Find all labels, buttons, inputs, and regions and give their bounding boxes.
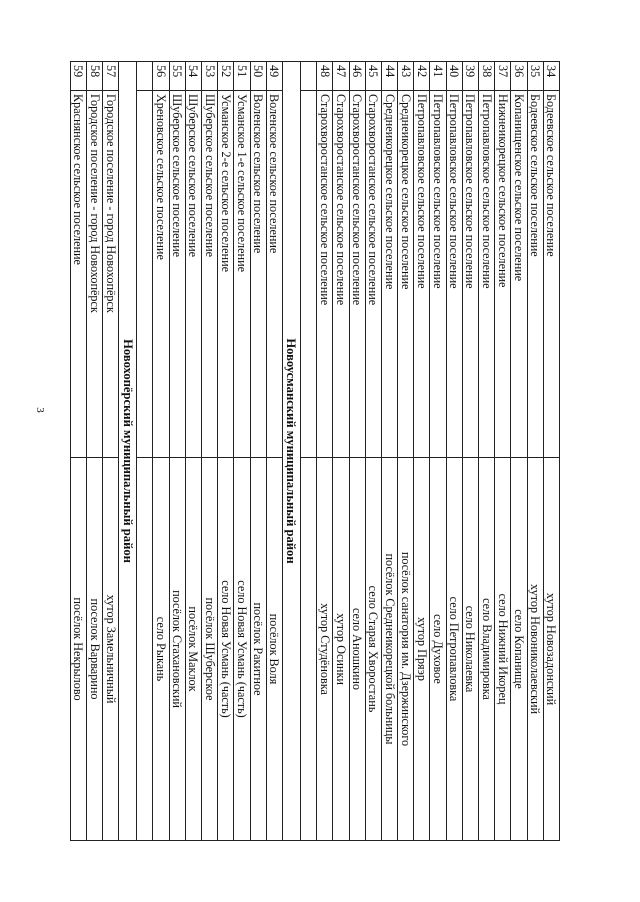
table-row	[103, 62, 119, 841]
locality-name: хутор Новозадонский	[543, 458, 559, 841]
row-number: 42	[414, 62, 430, 91]
locality-name: поселок Варварино	[86, 458, 102, 841]
settlement-name: Старохворостанское сельское поселение	[365, 91, 381, 458]
row-number: 49	[266, 62, 282, 91]
spacer-row	[137, 62, 153, 841]
locality-name: село Нижний Икорец	[495, 458, 511, 841]
settlement-name: Бодеевское сельское поселение	[527, 91, 543, 458]
empty-cell	[137, 91, 153, 458]
table-row	[349, 62, 365, 841]
settlement-name: Воленское сельское поселение	[250, 91, 266, 458]
locality-name: посёлок Шуберское	[202, 458, 218, 841]
table-row	[543, 62, 559, 841]
table-row	[462, 62, 478, 841]
locality-name: село Новая Усмань (часть)	[218, 458, 234, 841]
table-row	[86, 62, 102, 841]
settlement-name: Усманское 2-е сельское поселение	[218, 91, 234, 458]
settlement-name: Хреновское сельское поселение	[153, 91, 169, 458]
locality-name: село Аношкино	[349, 458, 365, 841]
table-row	[266, 62, 282, 841]
empty-cell	[137, 458, 153, 841]
table-row	[202, 62, 218, 841]
locality-name: село Владимировка	[479, 458, 495, 841]
empty-cell	[137, 62, 153, 91]
settlement-name: Петропавловское сельское поселение	[446, 91, 462, 458]
table-body	[70, 62, 559, 841]
settlement-name: Петропавловское сельское поселение	[462, 91, 478, 458]
row-number: 39	[462, 62, 478, 91]
empty-cell	[301, 91, 317, 458]
locality-name: село Копанище	[511, 458, 527, 841]
row-number: 45	[365, 62, 381, 91]
locality-name: посёлок Среднеикорецкой больницы	[381, 458, 397, 841]
locality-name: село Новая Усмань (часть)	[234, 458, 250, 841]
row-number: 59	[70, 62, 86, 91]
settlement-name: Шуберское сельское поселение	[169, 91, 185, 458]
section-row	[283, 62, 301, 841]
row-number: 37	[495, 62, 511, 91]
settlement-name: Нижнеикорецкое сельское поселение	[495, 91, 511, 458]
table-row	[250, 62, 266, 841]
row-number: 44	[381, 62, 397, 91]
locality-name: село Петропавловка	[446, 458, 462, 841]
table-row	[430, 62, 446, 841]
row-number: 38	[479, 62, 495, 91]
row-number: 57	[103, 62, 119, 91]
table-row	[234, 62, 250, 841]
locality-name: хутор Новониколаевский	[527, 458, 543, 841]
table-row	[169, 62, 185, 841]
table-row	[511, 62, 527, 841]
table-row	[479, 62, 495, 841]
row-number: 41	[430, 62, 446, 91]
locality-name: посёлок Маклок	[185, 458, 201, 841]
settlement-name: Старохворостанское сельское поселение	[349, 91, 365, 458]
row-number: 40	[446, 62, 462, 91]
locality-name: посёлок санатория им. Дзержинского	[398, 458, 414, 841]
locality-name: хутор Студёновка	[317, 458, 333, 841]
row-number: 53	[202, 62, 218, 91]
row-number: 47	[333, 62, 349, 91]
locality-name: хутор Осинки	[333, 458, 349, 841]
row-number: 55	[169, 62, 185, 91]
empty-cell	[301, 62, 317, 91]
row-number: 51	[234, 62, 250, 91]
locality-name: посёлок Стахановский	[169, 458, 185, 841]
locality-name: село Духовое	[430, 458, 446, 841]
settlement-name: Среднеикорецкое сельское поселение	[381, 91, 397, 458]
row-number: 46	[349, 62, 365, 91]
locality-name: хутор Пряэр	[414, 458, 430, 841]
settlement-name: Шуберское сельское поселение	[202, 91, 218, 458]
row-number: 54	[185, 62, 201, 91]
settlement-name: Городское поселение - город Новохопёрск	[103, 91, 119, 458]
settlement-name: Старохворостанское сельское поселение	[333, 91, 349, 458]
row-number: 36	[511, 62, 527, 91]
settlement-name: Городское поселение - город Новохопёрск	[86, 91, 102, 458]
locality-name: посёлок Некрылово	[70, 458, 86, 841]
settlement-name: Бодеевское сельское поселение	[543, 91, 559, 458]
settlement-name: Краснянское сельское поселение	[70, 91, 86, 458]
table-row	[333, 62, 349, 841]
locality-name: хутор Замельничный	[103, 458, 119, 841]
row-number: 58	[86, 62, 102, 91]
table-row	[153, 62, 169, 841]
locality-name: село Рыкань	[153, 458, 169, 841]
spacer-row	[301, 62, 317, 841]
settlements-table	[70, 61, 560, 841]
locality-name: село Старая Хворостань	[365, 458, 381, 841]
settlement-name: Шуберское сельское поселение	[185, 91, 201, 458]
settlement-name: Старохворостанское сельское поселение	[317, 91, 333, 458]
table-row	[365, 62, 381, 841]
table-row	[527, 62, 543, 841]
district-heading: Новохопёрский муниципальный район	[119, 62, 137, 841]
row-number: 35	[527, 62, 543, 91]
table-row	[185, 62, 201, 841]
table-row	[381, 62, 397, 841]
table-row	[317, 62, 333, 841]
row-number: 50	[250, 62, 266, 91]
settlement-name: Среднеикорецкое сельское поселение	[398, 91, 414, 458]
table-row	[495, 62, 511, 841]
settlements-table-wrap	[71, 61, 560, 841]
section-row	[119, 62, 137, 841]
settlement-name: Петропавловское сельское поселение	[414, 91, 430, 458]
table-row	[218, 62, 234, 841]
row-number: 56	[153, 62, 169, 91]
settlement-name: Копанищенское сельское поселение	[511, 91, 527, 458]
locality-name: посёлок Воля	[266, 458, 282, 841]
settlement-name: Воленское сельское поселение	[266, 91, 282, 458]
table-row	[414, 62, 430, 841]
locality-name: село Николаевка	[462, 458, 478, 841]
empty-cell	[301, 458, 317, 841]
table-row	[70, 62, 86, 841]
row-number: 52	[218, 62, 234, 91]
row-number: 43	[398, 62, 414, 91]
row-number: 34	[543, 62, 559, 91]
settlement-name: Петропавловское сельское поселение	[479, 91, 495, 458]
district-heading: Новоусманский муниципальный район	[283, 62, 301, 841]
page-number: 3	[34, 407, 46, 413]
settlement-name: Петропавловское сельское поселение	[430, 91, 446, 458]
table-row	[398, 62, 414, 841]
row-number: 48	[317, 62, 333, 91]
settlement-name: Усманское 1-е сельское поселение	[234, 91, 250, 458]
table-row	[446, 62, 462, 841]
locality-name: посёлок Ракитное	[250, 458, 266, 841]
